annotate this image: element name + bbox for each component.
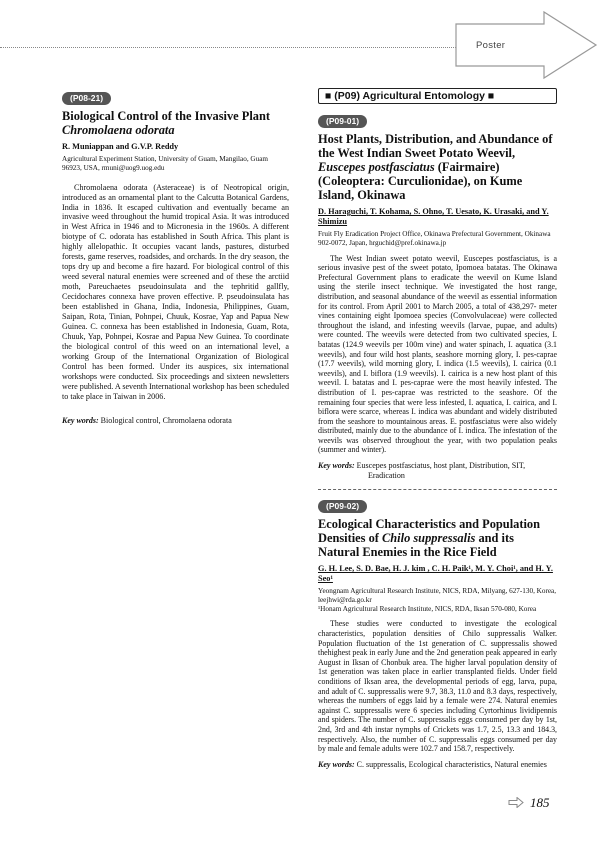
abstract-body: The West Indian sweet potato weevil, Euscepes postfasciatus, is a serious invasive pest of the sweet potato, Ipomoea batatas. The Okinawa Prefectural Government plans to eradicate the weevil on Kume Island using the sterile insect technique. We investigated the host range, distribution, and seasonal abundance of the weevil as essential information for its control. From April 2001 to March 2005, a total of 438,297- meter vines containing eight Ipomoea species (Convolvulaceae) were collected throughout the island, and infesting weevils (larvae, pupae, and adults) were counted. The weevils were detected from two cultivated species, I. batatas (124.9 weevils per 100m vine) and water spinach, I. aquatica (3.1 weevils), and four wild host plants, seashore morning glory, I. pes-caprae (17.7 weevils), wild morning glory, I. indica (1.5 weevils), I. cairica (0.1 weevils), and I. biflora (1.9 weevils). I. cairica is a new host plant of this weevil. I. batatas and I. pes-caprae were the most heavily infested. The distribution of I. pes-caprae was restricted to the seashore. Of the remaining four species that were less infested, I. aquatica, I. cairica, and I. biflora were scarce, whereas I. indica was abundant and widely distributed from the seashore to mountainous areas. E. postfasciatus were also widely distributed, mainly due to the abundance of I. indica. The infestation of the weevils was observed throughout the year, with two population peaks (summer and winter). [318, 253, 557, 455]
abstract-authors: R. Muniappan and G.V.P. Reddy [62, 142, 179, 151]
left-column [62, 88, 289, 426]
abstract-body: These studies were conducted to investigate the ecological characteristics, population densities of Chilo suppressalis Walker. Population fluctuation of the 1st generation of C. suppressalis showed thehighest peak in early June and the 2nd generation peak appeared in early August in Iksan of Chonbuk area. The higher larval population density of 1st generation was taken place in earlier transplanted fields. Under field conditions of Iksan area, the developmental periods of egg, larva, pupa, and adult of C. suppressalis were 9.7, 38.3, 11.0 and 8.3 days, respectively, whereas the numbers of eggs laid by a female were 274. Natural enemies against C. suppressalis were 6 species including Cyrtorhinus lividipennis and spiders. The number of C. suppressalis eggs consumed per day by 1st, 2nd, 3rd and 4th instar nymphs of Crickets was 1.7, 2.5, 13.3 and 184.3, respectively. Also, the number of C. suppressalis eggs consumed per day by male and female adults were 102.7 and 158.7, respectively. [318, 619, 557, 754]
abstract-title: Ecological Characteristics and Population Densities of Chilo suppressalis and its Natural Enemies in the Rice Field [318, 517, 540, 560]
abstract-affiliation: Yeongnam Agricultural Research Institute, NICS, RDA, Milyang, 627-130, Korea, leejhwi@rda.go.kr [318, 587, 557, 604]
right-column [318, 88, 557, 770]
abstract-tag: (P09-01) [318, 115, 367, 128]
abstract-keywords: Key words: Euscepes postfasciatus, host plant, Distribution, SIT, Eradication [318, 461, 526, 481]
header-arrow-icon [452, 10, 600, 80]
header-dotted-rule [0, 47, 470, 48]
abstract-tag: (P08-21) [62, 92, 111, 105]
abstract-authors: D. Haraguchi, T. Kohama, S. Ohno, T. Uesato, K. Urasaki, and Y. Shimizu [318, 207, 549, 226]
abstract-title: Biological Control of the Invasive Plant Chromolaena odorata [62, 109, 271, 137]
abstract-authors: G. H. Lee, S. D. Bae, H. J. kim , C. H. Paik¹, M. Y. Choi¹, and H. Y. Seo¹ [318, 564, 553, 584]
abstract-keywords: Key words: C. suppressalis, Ecological characteristics, Natural enemies [318, 759, 547, 769]
abstract-keywords: Key words: Biological control, Chromolaena odorata [62, 415, 232, 425]
abstract-tag: (P09-02) [318, 500, 367, 513]
abstract-title: Host Plants, Distribution, and Abundance of the West Indian Sweet Potato Weevil, Euscepes postfasciatus (Fairmaire) (Coleoptera: Curculionidae), on Kume Island, Okinawa [318, 132, 553, 202]
section-divider [318, 489, 557, 490]
header-label: Poster [476, 40, 506, 51]
page-arrow-icon [508, 797, 524, 808]
section-heading: ■ (P09) Agricultural Entomology ■ [318, 88, 557, 104]
abstract-affiliation: Fruit Fly Eradication Project Office, Okinawa Prefectural Government, Okinawa 902-0072, Japan, hrguchid@pref.okinawa.jp [318, 230, 551, 247]
page-number: 185 [530, 795, 550, 810]
abstract-body: Chromolaena odorata (Asteraceae) is of Neotropical origin, introduced as an ornamental plant to the Calcutta Botanical Gardens, India in 1836. It escaped cultivation and eventually became an invasive weed throughout the humid tropical Asia. It was introduced in West Africa in 1946 and to Micronesia in the 1960s. A different biotype of C. odorata has established in South Africa. This plant is highly allelopathic. It occupies vacant lands, pastures, disturbed forests, game reserves, roadsides, and orchards. In the dry season, the tops dry up and become a fire hazard. For biological control of this weed several natural enemies were screened and of these the arctiid moth, Pareuchaetes pseudoinsulata and the tephritid gallfly, Cecidochares connexa have proven effective. P. pseudoinsulata has been established in Ghana, India, Indonesia, Philippines, Guam, Saipan, Rota, Tinian, Pohnpei, Chuuk, Kosrae, Yap and Papua New Guinea. C. connexa has been established in Indonesia, Guam, Rota, Chuuk, Yap, Pohnpei, Kosrae and Papua New Guinea. To coordinate the biological control of this weed on an international level, a working Group of the International Organization of Biological Control has been formed. Under its auspices, six international workshops were conducted. Six proceedings and sixteen newsletters were published. A seventh International workshop has been scheduled to take place in Taiwan in 2006. [62, 182, 289, 401]
abstract-affiliation-secondary: ¹Honam Agricultural Research Institute, NICS, RDA, Iksan 570-080, Korea [318, 604, 537, 613]
abstract-affiliation: Agricultural Experiment Station, University of Guam, Mangilao, Guam 96923, USA, rmuni@uog9.uog.edu [62, 155, 268, 172]
